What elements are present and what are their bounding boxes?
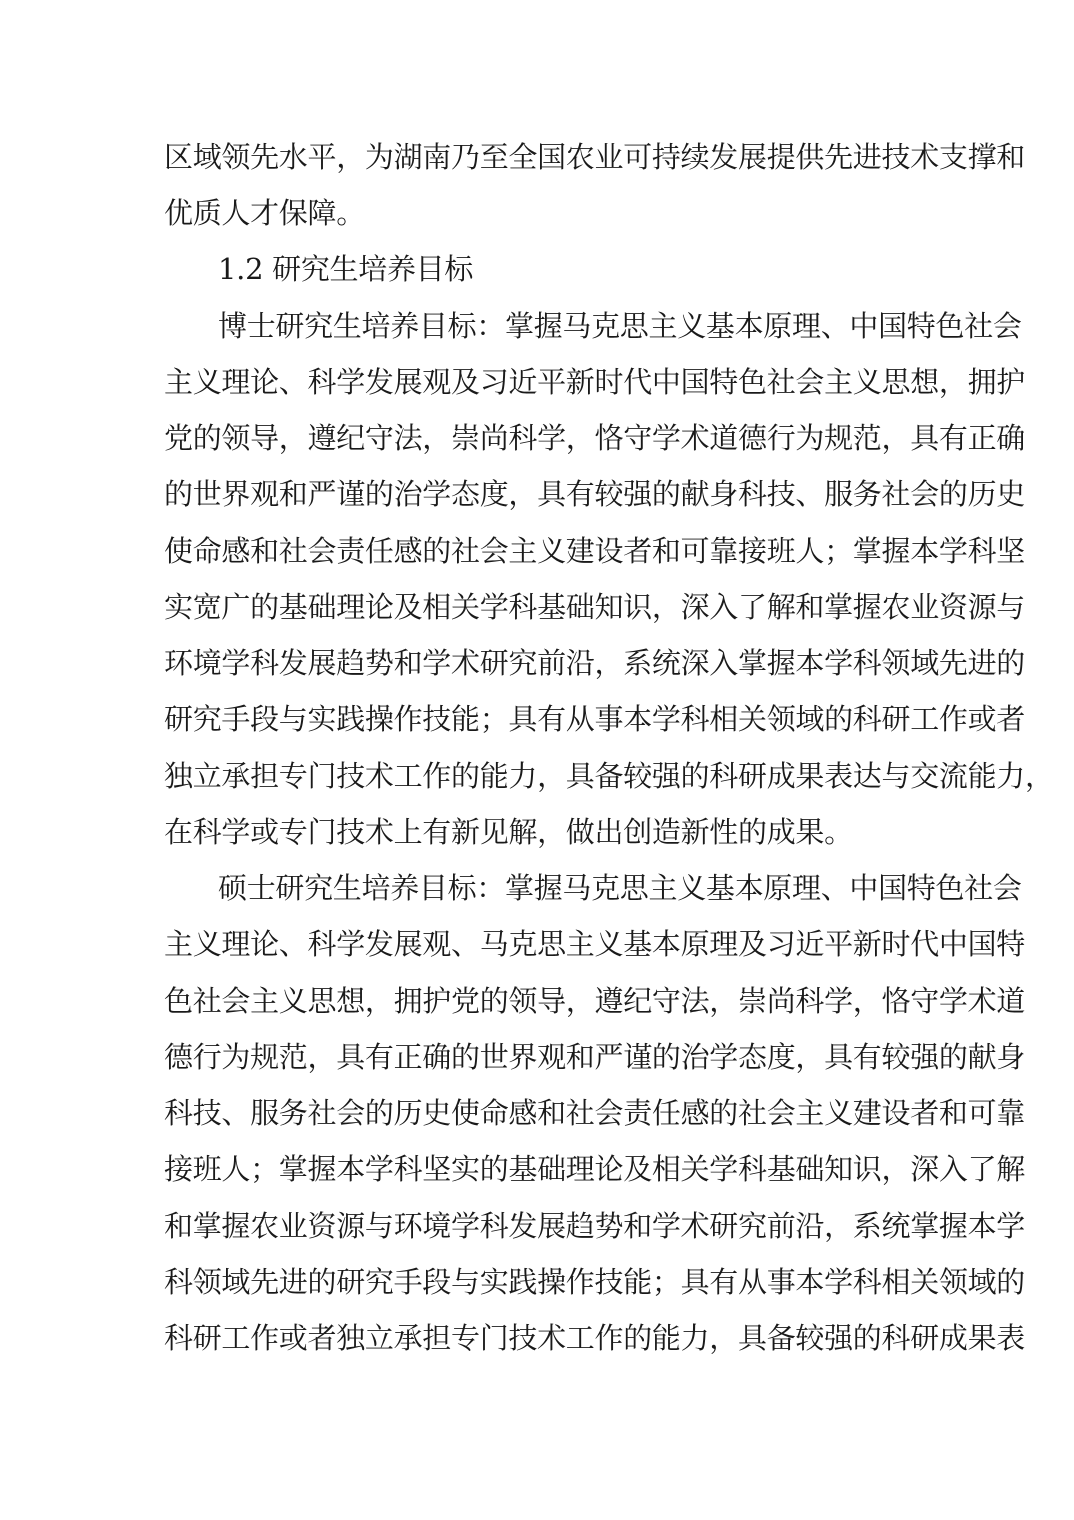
paragraph-line: 区域领先水平，为湖南乃至全国农业可持续发展提供先进技术支撑和 [164, 140, 1026, 174]
section-heading: 1.2 研究生培养目标 [218, 252, 474, 286]
paragraph-line: 主义理论、科学发展观及习近平新时代中国特色社会主义思想，拥护 [164, 365, 1026, 399]
paragraph-line: 实宽广的基础理论及相关学科基础知识，深入了解和掌握农业资源与 [164, 590, 1026, 624]
paragraph-line: 使命感和社会责任感的社会主义建设者和可靠接班人；掌握本学科坚 [164, 534, 1026, 568]
paragraph-line: 环境学科发展趋势和学术研究前沿，系统深入掌握本学科领域先进的 [164, 646, 1026, 680]
paragraph-line: 接班人；掌握本学科坚实的基础理论及相关学科基础知识，深入了解 [164, 1152, 1026, 1186]
paragraph-line: 科研工作或者独立承担专门技术工作的能力，具备较强的科研成果表 [164, 1321, 1026, 1355]
paragraph-line: 党的领导，遵纪守法，崇尚科学，恪守学术道德行为规范，具有正确 [164, 421, 1026, 455]
paragraph-line: 的世界观和严谨的治学态度，具有较强的献身科技、服务社会的历史 [164, 477, 1026, 511]
paragraph-line: 博士研究生培养目标：掌握马克思主义基本原理、中国特色社会 [218, 309, 1022, 343]
paragraph-line: 硕士研究生培养目标：掌握马克思主义基本原理、中国特色社会 [218, 871, 1022, 905]
paragraph-line: 独立承担专门技术工作的能力，具备较强的科研成果表达与交流能力， [164, 759, 1054, 793]
paragraph-line: 科领域先进的研究手段与实践操作技能；具有从事本学科相关领域的 [164, 1265, 1026, 1299]
paragraph-line: 和掌握农业资源与环境学科发展趋势和学术研究前沿，系统掌握本学 [164, 1209, 1026, 1243]
paragraph-line: 在科学或专门技术上有新见解，做出创造新性的成果。 [164, 815, 853, 849]
paragraph-line: 主义理论、科学发展观、马克思主义基本原理及习近平新时代中国特 [164, 927, 1026, 961]
paragraph-line: 色社会主义思想，拥护党的领导，遵纪守法，崇尚科学，恪守学术道 [164, 984, 1026, 1018]
paragraph-line: 优质人才保障。 [164, 196, 365, 230]
paragraph-line: 德行为规范，具有正确的世界观和严谨的治学态度，具有较强的献身 [164, 1040, 1026, 1074]
paragraph-line: 研究手段与实践操作技能；具有从事本学科相关领域的科研工作或者 [164, 702, 1026, 736]
paragraph-line: 科技、服务社会的历史使命感和社会责任感的社会主义建设者和可靠 [164, 1096, 1026, 1130]
